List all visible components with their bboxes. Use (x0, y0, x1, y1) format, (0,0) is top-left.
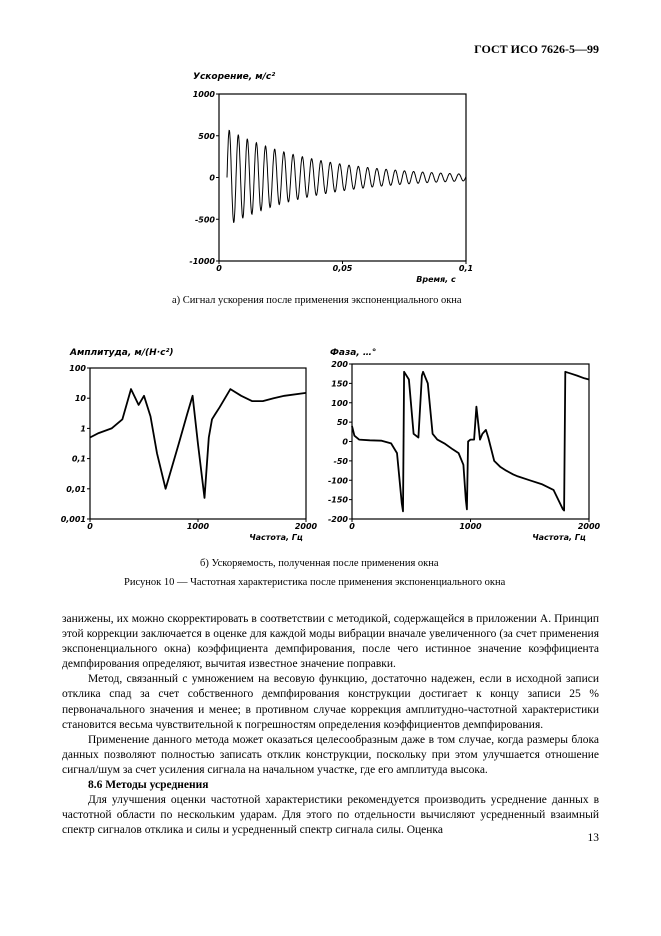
y-tick-label: 0 (209, 173, 215, 183)
x-tick-label: 2000 (294, 522, 318, 531)
x-tick-label: 0 (87, 522, 93, 531)
y-tick-label: 0,01 (66, 484, 86, 494)
paragraph: Для улучшения оценки частотной характеристики рекомендуется производить усреднение данных в частотной области по нескольким ударам. Для этого по отдельности вычисляют усредненный взаимный спектр сигналов отклика и силы и усредненный спектр сигнала силы. Оценка (62, 794, 599, 837)
x-tick-label: 0 (216, 264, 222, 273)
x-tick-label: 0 (349, 522, 355, 531)
section-heading: 8.6 Методы усреднения (88, 779, 209, 792)
y-tick-label: 1 (80, 424, 86, 434)
y-tick-label: -1000 (189, 257, 215, 266)
x-tick-label: 1000 (459, 522, 482, 531)
paragraph: Применение данного метода может оказаться целесообразным даже в том случае, когда размеры блока данных позволяют полностью записать отклик конструкции, поскольку при этом улучшается отношение сигнал/шум за счет усиления сигнала на начальном участке, где его амплитуда высока. (62, 733, 599, 776)
x-tick-label: 1000 (186, 522, 210, 531)
chart-b2-title: Фаза, …° (330, 348, 377, 358)
y-tick-label: -100 (327, 476, 348, 486)
x-tick-label: 0,1 (458, 264, 474, 273)
paragraph: занижены, их можно скорректировать в соответствии с методикой, содержащейся в приложении А. Принцип этой коррекции заключается в оценке для каждой моды вибрации вначале увеличенного (за счет применения экспоненциального окна) коэффициента демпфирования, после чего истинное значение коэффициента демпфирования определяют, вычитая известное значение поправки. (62, 613, 599, 671)
y-tick-label: 500 (198, 131, 215, 141)
chart-b1-title: Амплитуда, м/(Н·с²) (70, 348, 174, 358)
series-line (352, 372, 589, 512)
y-tick-label: 100 (69, 364, 86, 373)
x-axis-label: Время, с (416, 275, 456, 284)
figure-caption: Рисунок 10 — Частотная характеристика после применения экспоненциального окна (124, 577, 506, 588)
y-tick-label: 10 (74, 394, 86, 404)
x-tick-label: 2000 (577, 522, 601, 531)
body-text (62, 612, 599, 838)
y-tick-label: -50 (333, 456, 348, 466)
y-tick-label: 1000 (192, 90, 215, 99)
figure-a-caption: а) Сигнал ускорения после применения экспоненциального окна (172, 295, 462, 306)
y-tick-label: 150 (331, 379, 348, 389)
y-tick-label: -200 (327, 515, 348, 524)
y-tick-label: 50 (336, 418, 348, 428)
chart-a-title: Ускорение, м/с² (193, 72, 276, 82)
figure-b-caption: б) Ускоряемость, полученная после применения окна (200, 558, 439, 569)
y-tick-label: -500 (194, 215, 215, 225)
y-tick-label: 200 (331, 360, 348, 369)
y-tick-label: 0 (342, 437, 348, 447)
page-number: 13 (587, 832, 599, 844)
x-axis-label: Частота, Гц (249, 533, 303, 542)
x-axis-label: Частота, Гц (532, 533, 586, 542)
x-tick-label: 0,05 (332, 264, 353, 273)
y-tick-label: 0,001 (60, 515, 86, 524)
y-tick-label: -150 (327, 495, 348, 505)
y-tick-label: 100 (331, 398, 348, 408)
paragraph: Метод, связанный с умножением на весовую функцию, достаточно надежен, если в исходной записи отклика спад за счет собственного демпфирования конструкции достигает к концу записи 25 % первоначального значения и менее; в противном случае коррекция амплитудно-частотной характеристики становится весьма чувствительной к погрешностям определения коэффициентов демпфирования. (62, 673, 599, 731)
document-header: ГОСТ ИСО 7626-5—99 (474, 42, 599, 56)
y-tick-label: 0,1 (71, 454, 86, 464)
